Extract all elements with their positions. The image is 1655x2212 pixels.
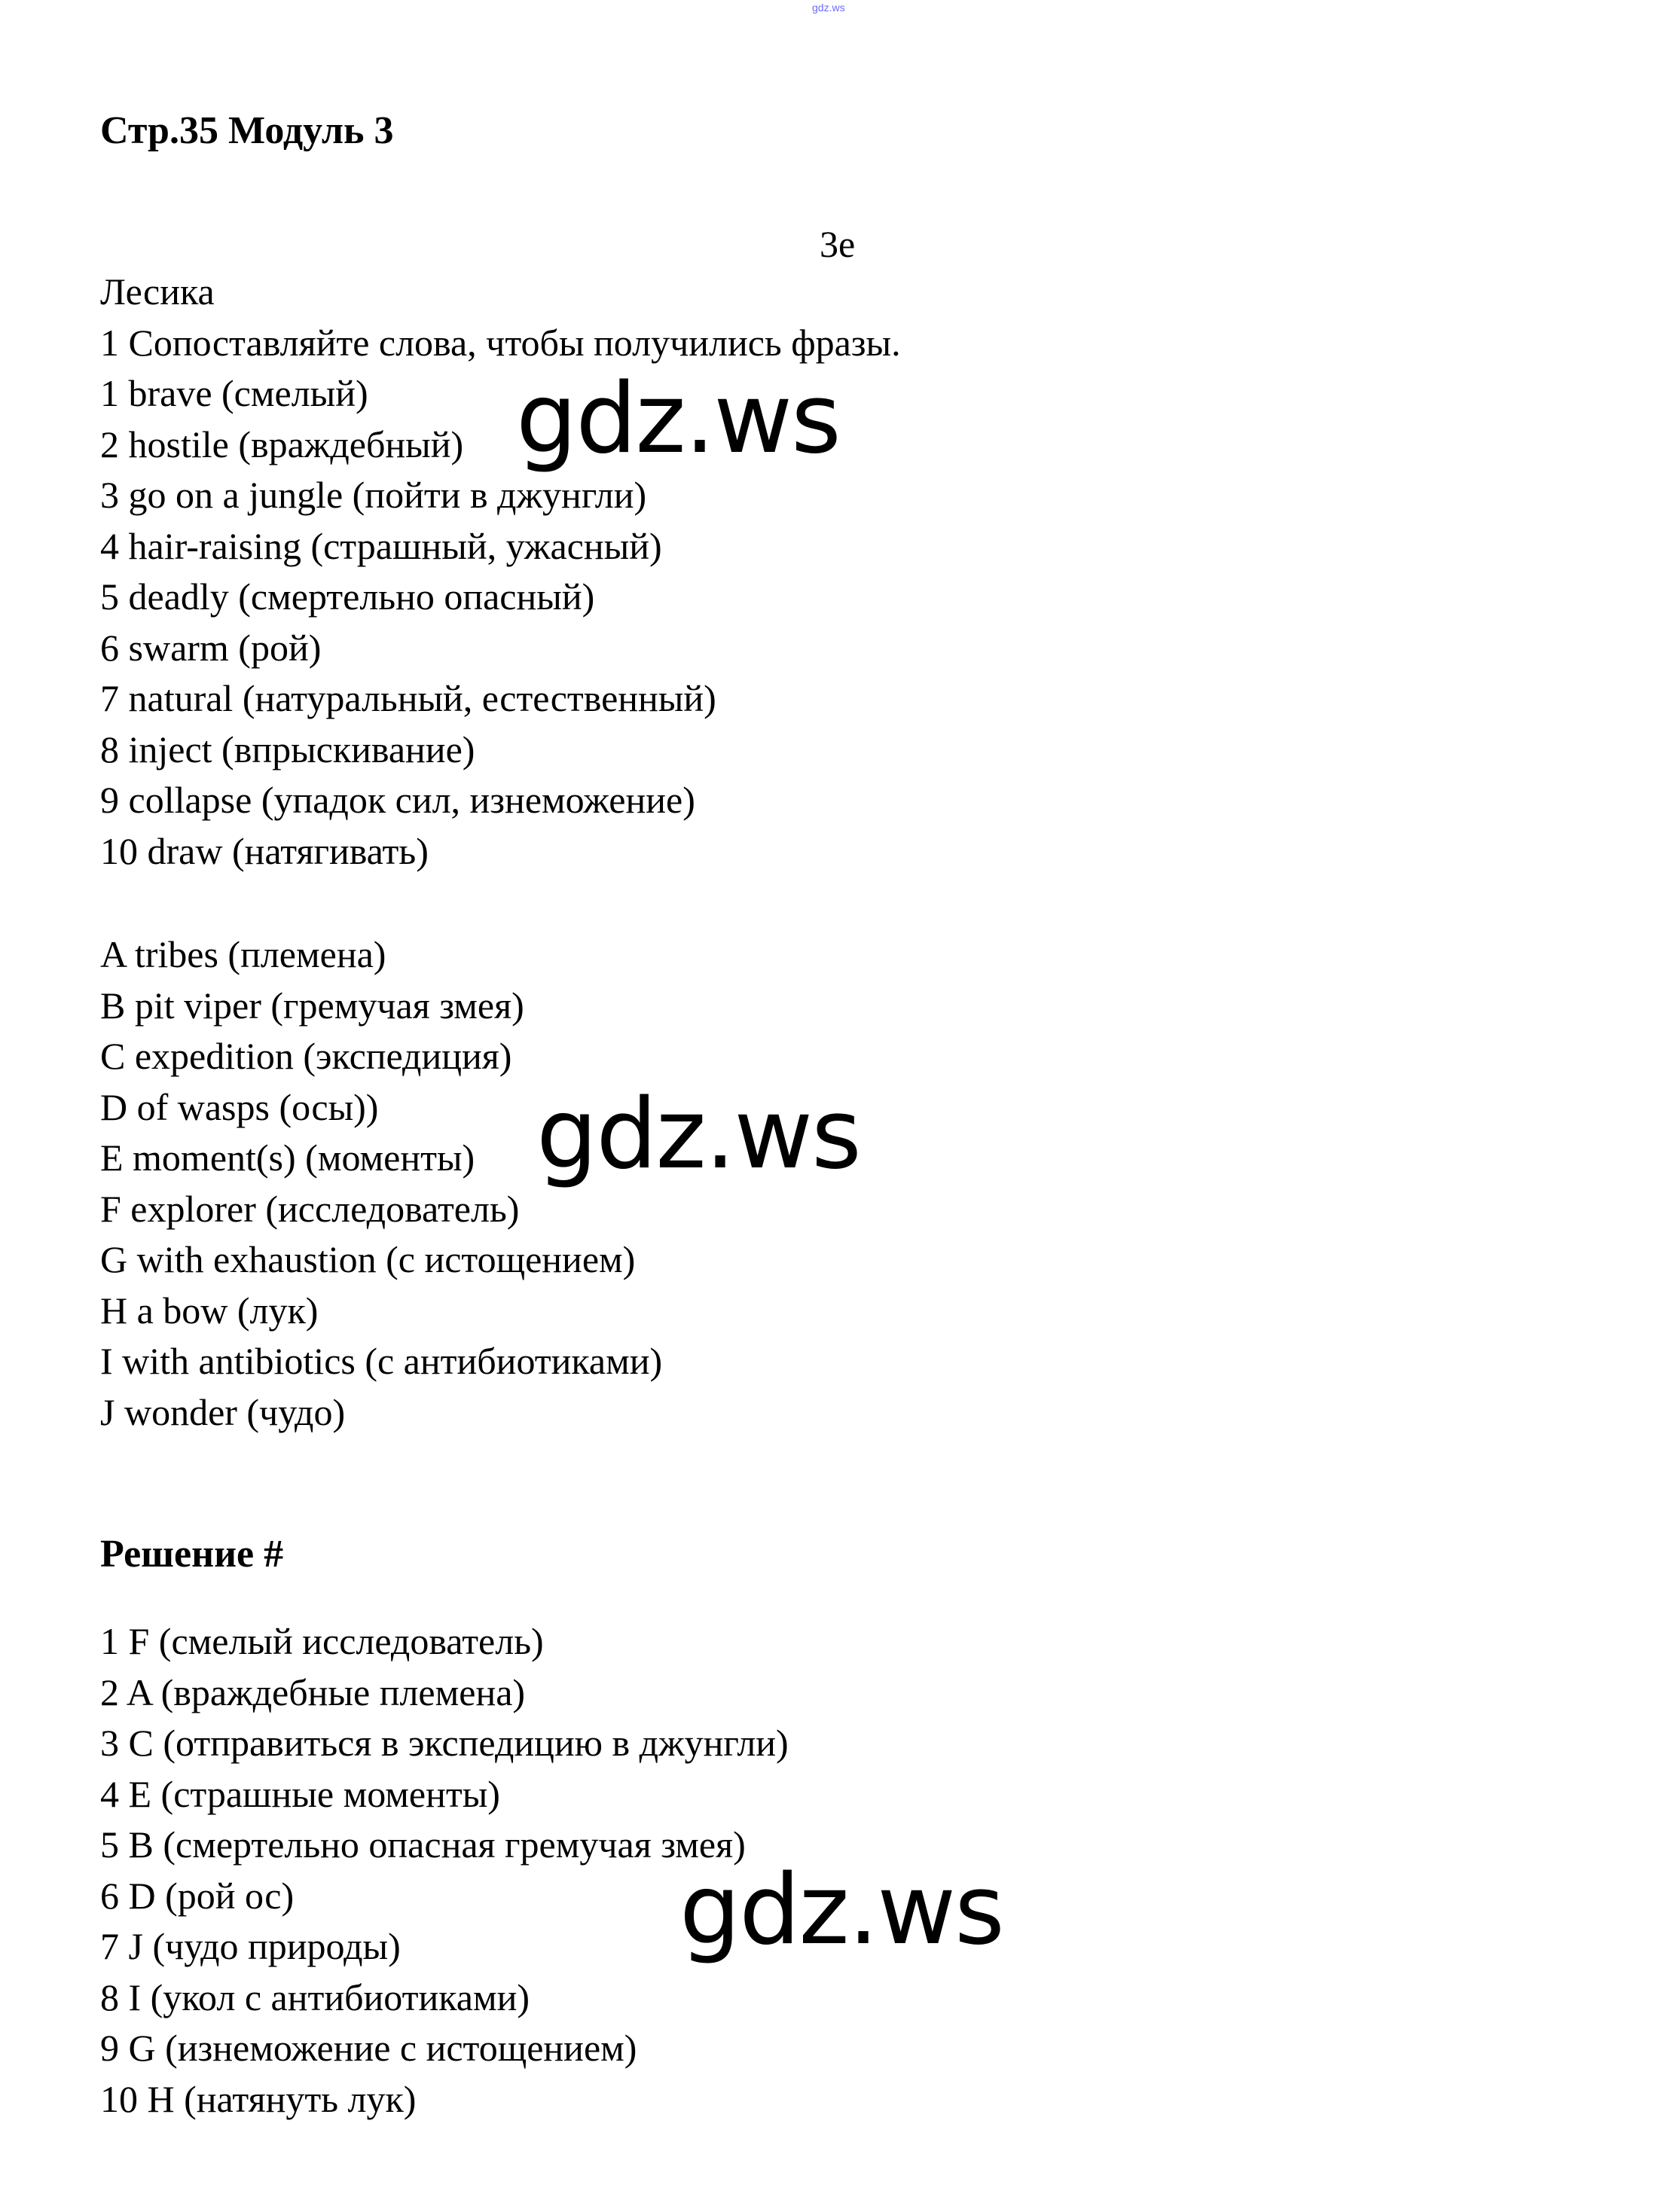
- list-item: 8 inject (впрыскивание): [100, 728, 475, 770]
- header-watermark: gdz.ws: [812, 2, 845, 14]
- answer-item: 10 H (натянуть лук): [100, 2077, 417, 2120]
- list-item: 9 collapse (упадок сил, изнеможение): [100, 779, 695, 821]
- list-item: H a bow (лук): [100, 1289, 319, 1332]
- list-item: D of wasps (осы)): [100, 1085, 379, 1128]
- watermark: gdz.ws: [679, 1854, 1003, 1966]
- answer-item: 3 C (отправиться в экспедицию в джунгли): [100, 1722, 789, 1764]
- answer-item: 4 E (страшные моменты): [100, 1772, 500, 1815]
- answer-item: 2 A (враждебные племена): [100, 1670, 526, 1713]
- list-item: G with exhaustion (с истощением): [100, 1238, 636, 1280]
- list-item: 10 draw (натягивать): [100, 829, 429, 872]
- list-item: 2 hostile (враждебный): [100, 423, 464, 465]
- list-item: 6 swarm (рой): [100, 626, 322, 669]
- list-item: F explorer (исследователь): [100, 1187, 520, 1230]
- list-item: I with antibiotics (с антибиотиками): [100, 1340, 663, 1382]
- answer-item: 6 D (рой ос): [100, 1874, 295, 1917]
- list-item: 7 natural (натуральный, естественный): [100, 677, 716, 719]
- intro-line: Лесика: [100, 270, 215, 313]
- answer-item: 5 B (смертельно опасная гремучая змея): [100, 1823, 746, 1866]
- list-item: J wonder (чудо): [100, 1390, 346, 1433]
- watermark: gdz.ws: [536, 1079, 860, 1191]
- solution-title: Решение #: [100, 1533, 284, 1576]
- watermark: gdz.ws: [516, 363, 840, 475]
- list-item: E moment(s) (моменты): [100, 1137, 475, 1179]
- answer-item: 9 G (изнеможение с истощением): [100, 2027, 637, 2069]
- list-item: 3 go on a jungle (пойти в джунгли): [100, 474, 647, 516]
- intro-line: 1 Сопоставляйте слова, чтобы получились фразы.: [100, 321, 901, 364]
- list-item: B pit viper (гремучая змея): [100, 984, 524, 1027]
- list-item: C expedition (экспедиция): [100, 1035, 512, 1077]
- answer-item: 8 I (укол с антибиотиками): [100, 1976, 530, 2018]
- section-label: 3e: [820, 223, 856, 265]
- answer-item: 7 J (чудо природы): [100, 1925, 401, 1967]
- list-item: 1 brave (смелый): [100, 372, 368, 414]
- answer-item: 1 F (смелый исследователь): [100, 1620, 544, 1662]
- list-item: 5 deadly (смертельно опасный): [100, 575, 595, 618]
- list-item: A tribes (племена): [100, 933, 386, 975]
- page-title: Стр.35 Модуль 3: [100, 109, 394, 152]
- list-item: 4 hair-raising (страшный, ужасный): [100, 524, 662, 567]
- intro-block: [100, 267, 901, 368]
